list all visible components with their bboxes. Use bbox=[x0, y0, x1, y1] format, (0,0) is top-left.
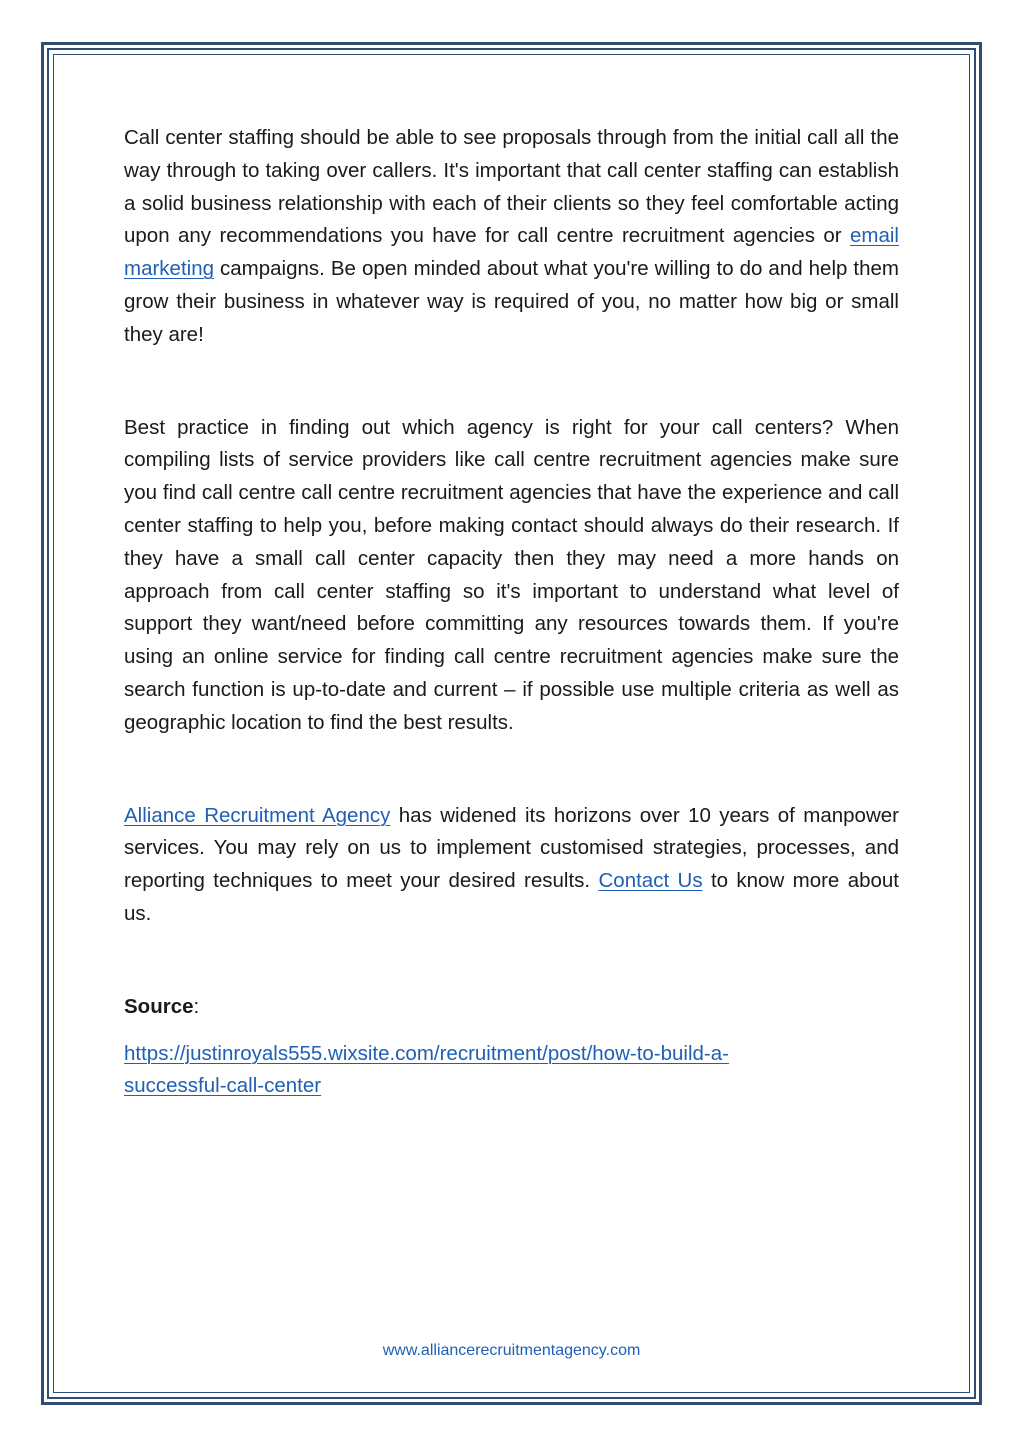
paragraph1-text-after: campaigns. Be open minded about what you're willing to do and help them grow their business in whatever way is required of you, no matter how big or small they are! bbox=[124, 257, 899, 346]
source-url-link[interactable] bbox=[124, 1042, 729, 1098]
page-footer bbox=[0, 1340, 1023, 1362]
source-url-line1: https://justinroyals555.wixsite.com/recruitment/post/how-to-build-a- bbox=[124, 1041, 729, 1065]
document-body bbox=[124, 122, 899, 1103]
source-url-line2: successful-call-center bbox=[124, 1074, 322, 1098]
alliance-recruitment-agency-link[interactable]: Alliance Recruitment Agency bbox=[124, 803, 391, 827]
paragraph-best-practice: Best practice in finding out which agency is right for your call centers? When compiling lists of service providers like call centre recruitment agencies make sure you find call centre call centre recruitment agencies that have the experience and call center staffing to help you, before making contact should always do their research. If they have a small call center capacity then they may need a more hands on approach from call center staffing so it's important to understand what level of support they want/need before committing any resources towards them. If you're using an online service for finding call centre recruitment agencies make sure the search function is up-to-date and current – if possible use multiple criteria as well as geographic location to find the best results. bbox=[124, 415, 899, 734]
paragraph3-text-after: to know more about us. bbox=[124, 869, 900, 925]
paragraph-alliance-agency bbox=[124, 800, 899, 931]
source-heading bbox=[124, 991, 899, 1024]
source-colon: : bbox=[193, 994, 200, 1018]
contact-us-link[interactable]: Contact Us bbox=[598, 869, 703, 893]
footer-website-link[interactable]: www.alliancerecruitmentagency.com bbox=[382, 1342, 641, 1359]
source-url-block bbox=[124, 1038, 899, 1104]
paragraph-call-center-staffing bbox=[124, 122, 899, 352]
paragraph3-text-middle: has widened its horizons over 10 years of manpower services. You may rely on us to implement customised strategies, processes, and reporting techniques to meet your desired results. bbox=[124, 803, 899, 893]
email-marketing-link[interactable]: email marketing bbox=[124, 224, 899, 281]
paragraph1-text-before: Call center staffing should be able to see proposals through from the initial call all the way through to taking over callers. It's important that call center staffing can establish a solid business relationship with each of their clients so they feel comfortable acting upon any recommendations you have for call centre recruitment agencies or bbox=[124, 126, 899, 248]
source-label: Source bbox=[124, 994, 194, 1018]
